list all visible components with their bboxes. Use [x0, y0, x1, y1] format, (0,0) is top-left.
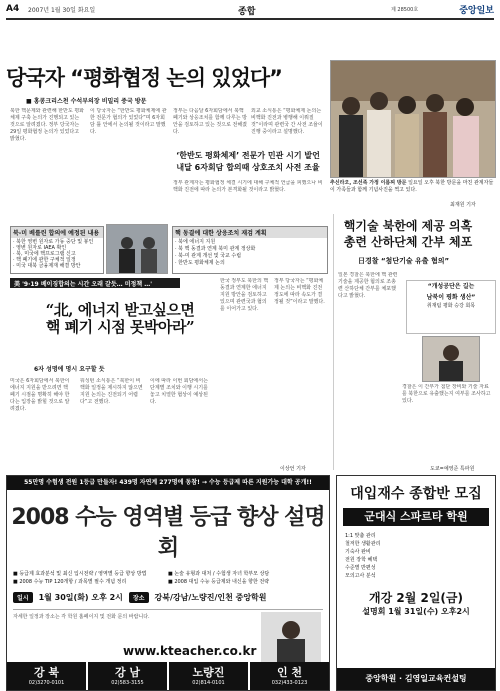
- column-divider: [333, 214, 334, 470]
- ad-speaker-photo: [261, 612, 321, 664]
- lead-body-col4: 외교 소식통은 “평화체제 논의는 비핵화 진전과 병행해 이뤄질 것”이라며 관련국 간 사전 조율이 진행 중이라고 설명했다.: [251, 108, 323, 135]
- second-signature: 이상언 기자: [280, 466, 306, 472]
- ad-city-row: [7, 662, 329, 690]
- ad-date-label: 일시: [13, 592, 33, 603]
- ad-date: 1월 30일(화) 오후 2시: [38, 593, 123, 602]
- page-number: A4: [6, 4, 20, 14]
- ad-city-noryangjin: 노량진 02)814-0101: [169, 662, 248, 690]
- second-story-tag: 美 '9·19 베이징합의는 시간 오래 갈듯… 미정책 …': [14, 281, 153, 288]
- ad-details: 자세한 일정과 장소는 각 학원 홈페이지 및 전화 문의 바랍니다.: [13, 614, 150, 620]
- issue-number: 제 28500호: [391, 7, 419, 13]
- ad-website: www.kteacher.co.kr: [123, 644, 257, 658]
- ad2-school: 군대식 스파르타 학원: [343, 508, 489, 526]
- ad-title: 2008 수능 영역별 등급 향상 설명회: [11, 505, 325, 561]
- middle-box-item: · 북에 에너지 지원: [175, 239, 216, 245]
- group-photo-image: [331, 61, 495, 177]
- meeting-photo-image: [107, 225, 167, 273]
- ad2-bullet: 전원 장학 혜택: [345, 557, 378, 563]
- right-subhead: 日경찰 “첨단기술 유출 혐의”: [358, 257, 450, 265]
- ad-bullet-list: [13, 570, 323, 586]
- ad-bullet: ■ 2008 대입 수능 등급제와 내신을 향한 전략: [168, 579, 270, 585]
- ad-city-gangbuk: 강 북 02)3270-0101: [7, 662, 86, 690]
- lead-subhead: ‘한반도 평화체제’ 전문가 민관 시기 발언 내달 6자회담 합의때 상호조치 사전 조율: [176, 151, 320, 172]
- left-box-item: · 미국 대북 금융제재 해결 방안: [13, 263, 81, 269]
- left-box-item: · 영변 원자로 IAEA 확인: [13, 245, 67, 251]
- middle-box-title: 핵 동결에 대한 상응조치 재검 계획: [173, 227, 327, 238]
- ad-city-incheon: 인 천 032)433-0123: [250, 662, 329, 690]
- newspaper-header: [6, 4, 494, 20]
- second-story-subhead: 6자 성명에 명시 요구할 듯: [34, 366, 105, 373]
- second-story-headline: “北, 에너지 받고싶으면 핵 폐기 시점 못박아라”: [45, 301, 195, 336]
- ad-bullet: ■ 논술 유형과 대처 / 수험생 자녀 학부모 상담: [168, 571, 270, 577]
- ad2-bullet: 1:1 맞춤 관리: [345, 533, 376, 539]
- lead-body-col3: 정부는 다음달 6자회담에서 북핵 폐기와 상응조치를 함께 다루는 방안을 검토하고 있는 것으로 전해졌다.: [173, 108, 247, 135]
- left-box-item: · 북한 영변 원자로 가동 중단 및 봉인: [13, 239, 94, 245]
- ad-place-label: 장소: [129, 592, 149, 603]
- issue-date: 2007년 1월 30일 화요일: [28, 7, 96, 14]
- newspaper-logo: 중앙일보: [459, 6, 494, 16]
- second-body-col1: 미국은 6자회담에서 북한이 에너지 지원을 받으려면 핵 폐기 시점을 명확히 해야 한다는 입장을 밝힐 것으로 알려졌다.: [10, 378, 70, 412]
- right-portrait: [422, 336, 480, 382]
- second-body-col4: 한국 정부도 북한의 핵 동결과 연계한 에너지 지원 방안을 검토하고 있으며 관련국과 협의를 이어가고 있다.: [220, 278, 269, 312]
- section-title: 종합: [238, 7, 256, 17]
- ad2-date-line2: 설명회 1월 31일(수) 오후2시: [362, 607, 470, 616]
- lead-body-col1: 북한 핵문제와 관련해 한반도 평화체제 구축 논의가 진행되고 있는 것으로 알려졌다. 정부 당국자는 29일 평화협정 논의가 있었다고 밝혔다.: [10, 108, 84, 142]
- lead-body-col5: 정부 관계자는 평화협정 체결 시기에 대해 구체적 언급을 피했으나 비핵화 진전에 따라 논의가 본격화될 것이라고 밝혔다.: [173, 180, 323, 193]
- lead-body-col2: 이 당국자는 “한반도 평화체제에 관한 전문가 협의가 있었다”며 6자회담 틀 안에서 논의될 것이라고 말했다.: [90, 108, 167, 135]
- ad2-footer: 중앙학원 · 김영일교육컨설팅: [337, 668, 495, 690]
- ad2-bullet: 철저한 생활관리: [345, 541, 381, 547]
- academy-ad: [336, 475, 496, 691]
- left-info-box: [10, 226, 104, 274]
- photo-caption-title: 추신라오, 조선족 가정 이름찌 방문: [330, 180, 407, 186]
- left-box-title: 북-미 베를린 합의에 예정된 내용: [11, 227, 103, 238]
- second-body-col2: 워싱턴 소식통은 “북한이 비핵화 일정을 제시하지 않으면 지원 논의는 진전되기 어렵다”고 전했다.: [80, 378, 143, 405]
- lead-headline: 당국자 “평화협정 논의 있었다”: [6, 66, 282, 90]
- ad2-bullet: 수준별 반편성: [345, 565, 376, 571]
- left-box-item: · 핵 폐기에 관한 구체적 일정: [13, 257, 76, 263]
- second-body-col3: 이에 따라 이번 회담에서는 단계별 조치와 이행 시기를 놓고 치열한 협상이 예상된다.: [150, 378, 208, 405]
- ad2-bullet: 모의고사 분석: [345, 573, 376, 579]
- right-headline: 핵기술 북한에 제공 의혹 총련 산하단체 간부 체포: [343, 219, 473, 249]
- education-ad: [6, 475, 330, 691]
- portrait-image: [423, 337, 479, 381]
- right-side-box-caption: 취재팀 평화 승강 회목: [426, 303, 476, 309]
- ad2-bullet-list: [345, 532, 487, 580]
- ad-bullet: ■ 등급제 효과분석 및 최신 입시전략 / 영역별 등급 향상 방법: [13, 571, 147, 577]
- second-body-col5: 정부 당국자는 “평화체제 논의는 비핵화 진전 정도에 따라 속도가 결정될 것”이라고 말했다.: [274, 278, 325, 305]
- middle-box-item: · 한반도 평화체제 논의: [175, 260, 225, 266]
- middle-box-item: · 북 핵 동결과 연계 북미 관계 정상화: [175, 246, 256, 252]
- ad-city-gangnam: 강 남 02)583-3155: [88, 662, 167, 690]
- ad-place: 강북/강남/노량진/인천 중앙학원: [154, 593, 267, 602]
- right-side-box: [406, 280, 496, 334]
- left-box-item: · 북, 미국에 핵프로그램 신고: [13, 251, 76, 257]
- lead-photo: [330, 60, 496, 178]
- lead-photo-caption: 추신라오, 조선족 가정 이름찌 방문 일요일 오후 북한 방문을 마친 관계자들이 가족들과 함께 기념사진을 찍고 있다.: [330, 180, 494, 193]
- ad2-bullet: 기숙사 완비: [345, 549, 371, 555]
- lead-signature: 최재원 기자: [450, 202, 476, 208]
- lead-byline: ■ 홍콩크리스천 수석부의장 비밀리 중국 방문: [26, 98, 147, 105]
- ad2-banner: 대입재수 종합반 모집: [350, 486, 482, 502]
- ad-banner: 55만명 수험생 전원 1등급 만들자! 439명 자연계 277명에 동참! → 수능 등급제 따른 지원가능 대학 공개!!: [7, 476, 329, 490]
- middle-info-box: [172, 226, 328, 274]
- right-side-box-text: “개성공단은 길는 남북이 평화 생산”: [426, 283, 476, 301]
- middle-box-item: · 북-미 관계 개선 및 국교 수립: [175, 253, 242, 259]
- right-body-col1: 일본 경찰은 북한에 핵 관련 기술을 제공한 혐의로 조총련 산하단체 간부를 체포했다고 밝혔다.: [338, 272, 398, 299]
- middle-photo: [106, 224, 168, 274]
- ad-bullet: ■ 2008 수능 TIP 120개항 / 과목별 필수 개념 정리: [13, 579, 127, 585]
- ad2-date-line1: 개강 2월 2일(금): [369, 591, 463, 605]
- right-body-col2: 경찰은 이 간부가 첨단 장비와 기술 자료를 북한으로 유출했는지 여부를 조사하고 있다.: [402, 384, 491, 404]
- right-signature: 도쿄=예영준 특파원: [430, 466, 475, 472]
